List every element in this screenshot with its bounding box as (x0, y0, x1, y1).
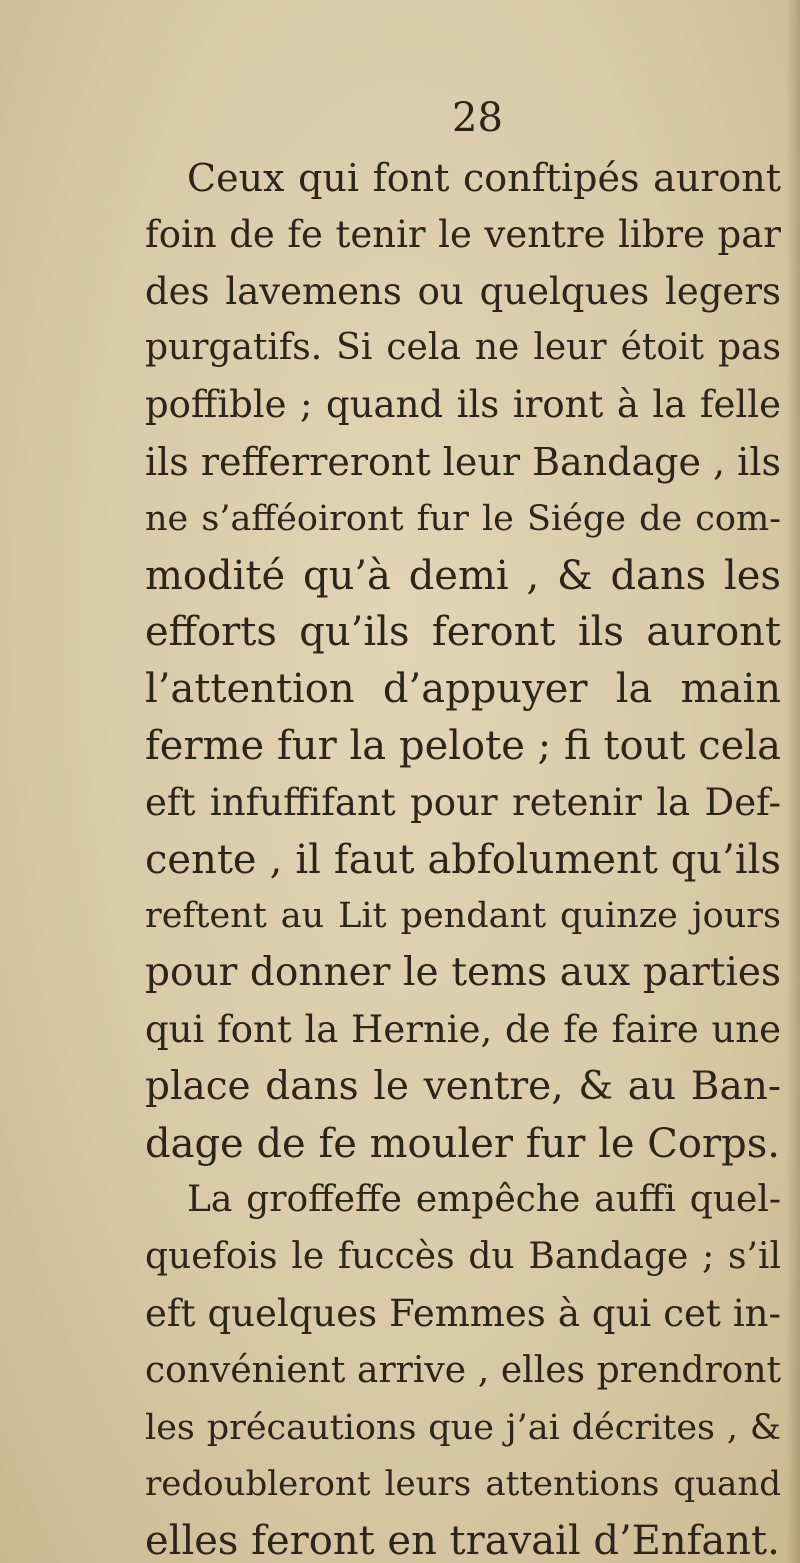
text-line: les précautions que j’ai décrites , & (145, 1407, 781, 1448)
text-line: efforts qu’ils feront ils auront (145, 609, 781, 656)
text-line: Ceux qui font conftipés auront (187, 156, 781, 200)
text-line: elles feront en travail d’Enfant. (145, 1518, 780, 1563)
text-line: convénient arrive , elles prendront (145, 1349, 781, 1391)
text-line: ferme fur la pelote ; fi tout cela (145, 722, 781, 769)
text-line: ils refferreront leur Bandage , ils (145, 439, 781, 484)
text-line: La groffeffe empêche auffi quel- (187, 1179, 781, 1221)
text-line: poffible ; quand ils iront à la felle (145, 383, 781, 427)
text-line: quefois le fuccès du Bandage ; s’il (145, 1236, 781, 1278)
text-line: pour donner le tems aux parties (145, 950, 781, 996)
text-line: foin de fe tenir le ventre libre par (145, 212, 781, 256)
text-line: place dans le ventre, & au Ban- (145, 1063, 781, 1109)
body-text (145, 150, 781, 1563)
text-line: qui font la Hernie, de fe faire une (145, 1007, 781, 1051)
text-line: modité qu’à demi , & dans les (145, 552, 781, 599)
text-line: purgatifs. Si cela ne leur étoit pas (145, 327, 781, 369)
page-number: 28 (452, 95, 503, 141)
text-line: redoubleront leurs attentions quand (145, 1464, 781, 1505)
text-line: ne s’afféoiront fur le Siége de com- (145, 498, 781, 539)
text-line: eft infuffifant pour retenir la Def- (145, 780, 781, 824)
text-line: cente , il faut abfolument qu’ils (145, 836, 781, 883)
text-line: eft quelques Femmes à qui cet in- (145, 1291, 781, 1335)
text-line: reftent au Lit pendant quinze jours (145, 896, 781, 937)
text-line: dage de fe mouler fur le Corps. (145, 1120, 780, 1167)
page-edge-shadow (786, 0, 800, 1563)
text-line: l’attention d’appuyer la main (145, 666, 781, 713)
text-line: des lavemens ou quelques legers (145, 269, 781, 313)
